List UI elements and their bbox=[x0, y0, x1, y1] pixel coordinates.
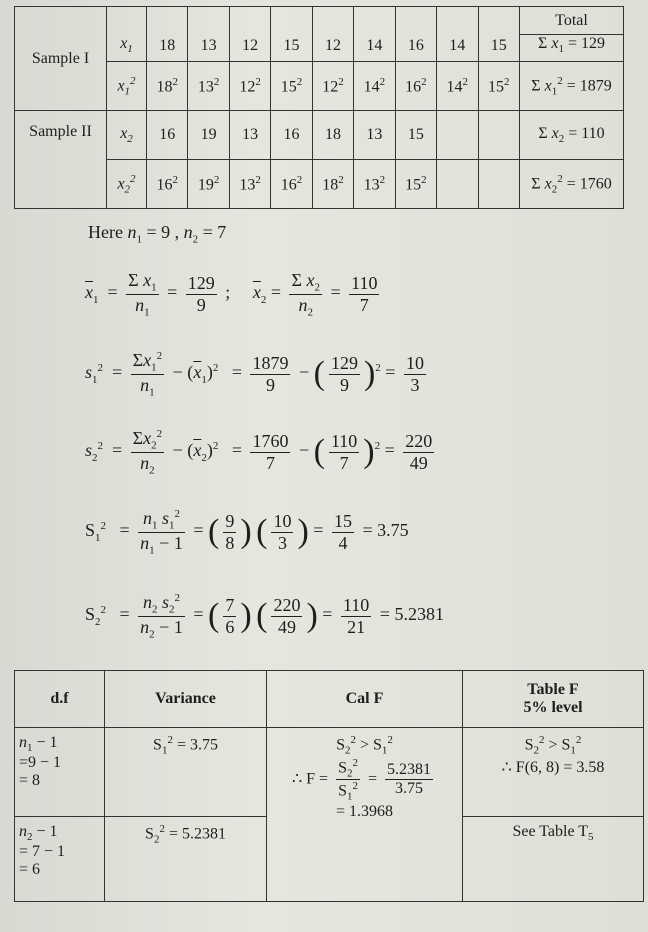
tablef-ref-cell: See Table $T_5$ bbox=[463, 817, 644, 902]
row-label: Sample II bbox=[15, 111, 107, 209]
data-table bbox=[14, 6, 624, 209]
total-cell: Σ $x_2^2 = 1760$ bbox=[520, 160, 624, 209]
S2-equation: $S_2^2$ = $\frac{n_2 s_2^2}{n_2 - 1}$ = ( $\frac{7}{6}$ ) ( $\frac{220}{49}$ ) = $\frac{110}{21}$ = 5.2381 bbox=[85, 592, 444, 641]
total-cell: Σ $x_1^2 = 1879$ bbox=[520, 62, 624, 111]
header-calf: Cal F bbox=[267, 671, 463, 728]
table-row: $x_2^2$ $16^2$ $19^2$ $13^2$ $16^2$ $18^2$ $13^2$ $15^2$ Σ $x_2^2 = 1760$ bbox=[15, 160, 624, 209]
table-header-row bbox=[15, 671, 644, 728]
table-row: $x_1^2$ $18^2$ $13^2$ $12^2$ $15^2$ $12^2$ $14^2$ $16^2$ $14^2$ $15^2$ Σ $x_1^2 = 1879$ bbox=[15, 62, 624, 111]
table-row: Sample I $x_1$ 18 13 12 15 12 14 16 14 15 Total Σ $x_1 = 129$ bbox=[15, 7, 624, 62]
row-label: Sample I bbox=[15, 7, 107, 111]
result-table bbox=[14, 670, 644, 902]
df-cell: $n_2 - 1$ = 7 − 1 = 6 bbox=[15, 817, 105, 902]
table-row: Sample II $x_2$ 16 19 13 16 18 13 15 Σ $x_2 = 110$ bbox=[15, 111, 624, 160]
calf-cell: $S_2^2 > S_1^2$ ∴ F = $\frac{S_2^2}{S_1^2}$ = $\frac{5.2381}{3.75}$ = 1.3968 bbox=[267, 728, 463, 902]
var-cell: $x_1$ bbox=[107, 7, 147, 62]
var-cell: $x_1^2$ bbox=[107, 62, 147, 111]
variance-cell: $S_1^2 = 3.75$ bbox=[105, 728, 267, 817]
table-row bbox=[15, 728, 644, 817]
total-cell: Σ $x_2 = 110$ bbox=[520, 111, 624, 160]
header-variance: Variance bbox=[105, 671, 267, 728]
total-cell: Total Σ $x_1 = 129$ bbox=[520, 7, 624, 62]
tablef-cell: $S_2^2 > S_1^2$ ∴ F(6, 8) = 3.58 bbox=[463, 728, 644, 817]
header-df: d.f bbox=[15, 671, 105, 728]
mean-equation: $\overline{x}_1$ = $\frac{\Sigma x_1}{n_1}$ = $\frac{129}{9}$ ; $\overline{x}_2$ = $\frac{\Sigma x_2}{n_2}$ = $\frac{110}{7}$ bbox=[85, 270, 378, 319]
S1-equation: $S_1^2$ = $\frac{n_1 s_1^2}{n_1 - 1}$ = ( $\frac{9}{8}$ ) ( $\frac{10}{3}$ ) = $\frac{15}{4}$ = 3.75 bbox=[85, 508, 409, 557]
header-tablef: Table F 5% level bbox=[463, 671, 644, 728]
variance-cell: $S_2^2 = 5.2381$ bbox=[105, 817, 267, 902]
df-cell: $n_1 - 1$ =9 − 1 = 8 bbox=[15, 728, 105, 817]
s1-equation: $s_1^2$ = $\frac{\Sigma x_1^2}{n_1}$ − $(\overline{x}_1)^2$ = $\frac{1879}{9}$ − ( $\frac{129}{9}$ )$^2$ = $\frac{10}{3}$ bbox=[85, 350, 424, 399]
given-line: Here $n_1 = 9$ , $n_2 = 7$ bbox=[88, 222, 227, 246]
s2-equation: $s_2^2$ = $\frac{\Sigma x_2^2}{n_2}$ − $(\overline{x}_2)^2$ = $\frac{1760}{7}$ − ( $\frac{110}{7}$ )$^2$ = $\frac{220}{49}$ bbox=[85, 428, 433, 477]
